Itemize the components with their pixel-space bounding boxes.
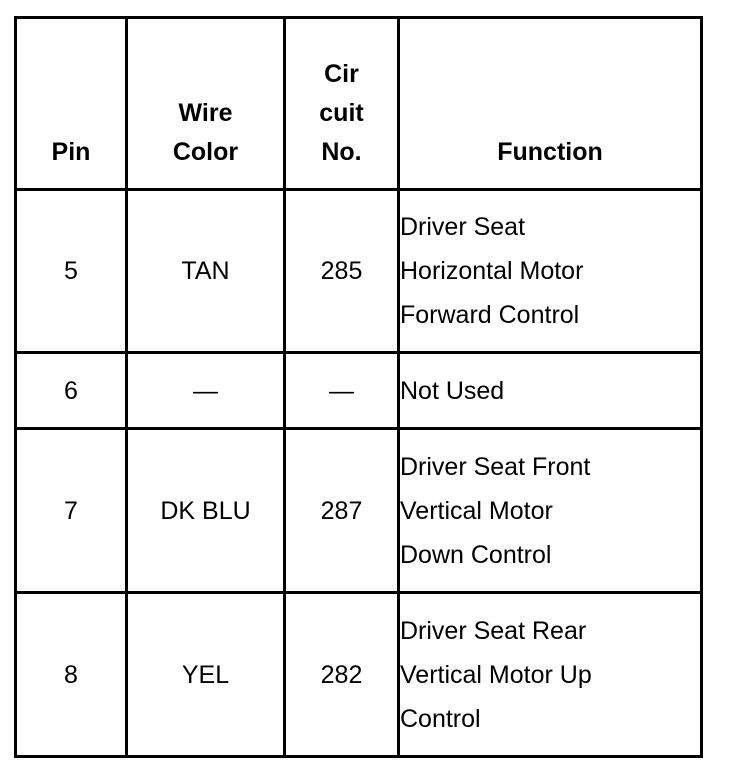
header-wire-color: Wire Color — [127, 18, 285, 190]
connector-pinout-table — [14, 16, 703, 758]
header-pin: Pin — [16, 18, 127, 190]
table-row — [16, 429, 702, 593]
wire-color-cell: TAN — [127, 190, 285, 353]
table-row — [16, 190, 702, 353]
pin-cell: 7 — [16, 429, 127, 593]
pin-cell: 8 — [16, 593, 127, 757]
circuit-no-cell: — — [285, 353, 399, 429]
table-row — [16, 353, 702, 429]
function-cell: Driver Seat Horizontal Motor Forward Control — [399, 190, 702, 353]
table-row — [16, 593, 702, 757]
wire-color-cell: YEL — [127, 593, 285, 757]
pin-cell: 6 — [16, 353, 127, 429]
circuit-no-cell: 285 — [285, 190, 399, 353]
function-cell: Not Used — [399, 353, 702, 429]
wire-color-cell: DK BLU — [127, 429, 285, 593]
circuit-no-cell: 287 — [285, 429, 399, 593]
header-circuit-no: Cir cuit No. — [285, 18, 399, 190]
header-row — [16, 18, 702, 190]
circuit-no-cell: 282 — [285, 593, 399, 757]
wire-color-cell: — — [127, 353, 285, 429]
pin-cell: 5 — [16, 190, 127, 353]
function-cell: Driver Seat Rear Vertical Motor Up Control — [399, 593, 702, 757]
header-function: Function — [399, 18, 702, 190]
function-cell: Driver Seat Front Vertical Motor Down Control — [399, 429, 702, 593]
